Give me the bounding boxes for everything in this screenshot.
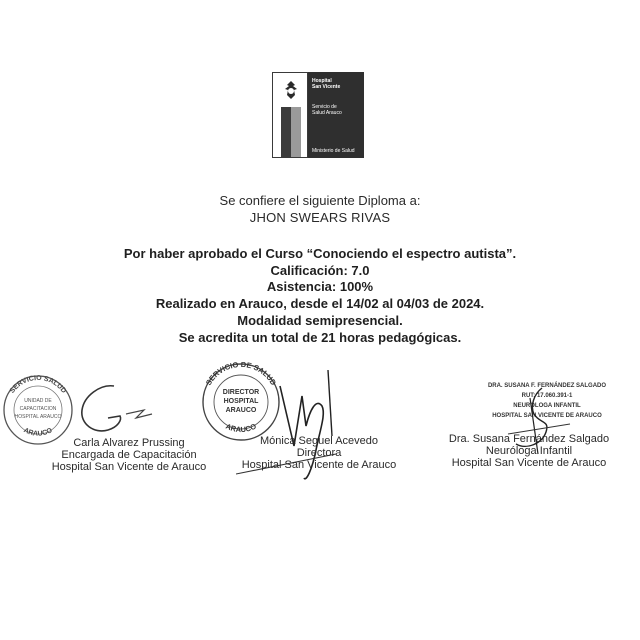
grade-line: Calificación: 7.0: [270, 263, 370, 278]
right-stamp-line-2: RUT: 17.060.391-1: [521, 393, 573, 399]
signatory-center: [214, 435, 424, 471]
modality-line: Modalidad semipresencial.: [237, 313, 403, 328]
hospital-logo: [272, 72, 364, 158]
center-stamp-center-3: ARAUCO: [225, 407, 257, 414]
signatory-right-name: Dra. Susana Fernández Salgado: [448, 433, 610, 445]
center-stamp-center-2: HOSPITAL: [223, 398, 259, 405]
left-stamp-ring-top: SERVICIO SALUD: [8, 374, 68, 395]
left-stamp-center-2: CAPACITACION: [19, 406, 57, 412]
chile-coat-of-arms-icon: [279, 79, 303, 103]
signatory-left: [24, 437, 234, 473]
left-stamp-center-1: UNIDAD DE: [24, 398, 52, 404]
signatory-center-org: Hospital San Vicente de Arauco: [241, 459, 397, 471]
signatory-center-name: Mónica Seguel Acevedo: [259, 435, 379, 447]
signatory-right-role: Neuróloga Infantil: [485, 445, 573, 457]
attendance-line: Asistencia: 100%: [266, 279, 374, 294]
signatory-right-org: Hospital San Vicente de Arauco: [451, 457, 607, 469]
logo-stripe-dark: [281, 107, 291, 157]
logo-text-san-vicente: San Vicente: [312, 84, 341, 90]
diploma-intro: Se confiere el siguiente Diploma a:: [219, 193, 421, 208]
logo-text-ministerio: Ministerio de Salud: [312, 148, 355, 154]
signatory-left-role: Encargada de Capacitación: [61, 449, 197, 461]
hours-line: Se acredita un total de 21 horas pedagógicas.: [178, 330, 462, 345]
logo-white-panel: [272, 72, 308, 158]
svg-text:SERVICIO SALUD: [9, 375, 67, 395]
logo-stripe-light: [291, 107, 301, 157]
left-stamp-center-3: HOSPITAL ARAUCO: [14, 414, 62, 420]
signatory-left-org: Hospital San Vicente de Arauco: [51, 461, 207, 473]
center-stamp-center-1: DIRECTOR: [222, 389, 260, 396]
logo-text-salud-arauco: Salud Arauco: [312, 110, 342, 116]
course-line: Por haber aprobado el Curso “Conociendo el espectro autista”.: [123, 246, 517, 261]
left-stamp-ring-bottom: ARAUCO: [22, 427, 54, 438]
signatory-left-name: Carla Alvarez Prussing: [73, 437, 185, 449]
left-stamp: [0, 368, 76, 448]
recipient-name: JHON SWEARS RIVAS: [249, 210, 391, 225]
right-stamp-line-1: DRA. SUSANA F. FERNÁNDEZ SALGADO: [487, 383, 607, 389]
left-signature: [70, 378, 170, 438]
logo-text-servicio: Servicio de: [312, 104, 337, 110]
signatory-right: [424, 433, 634, 469]
dates-line: Realizado en Arauco, desde el 14/02 al 04/03 de 2024.: [155, 296, 485, 311]
center-stamp-ring-bottom: ARAUCO: [224, 421, 258, 435]
logo-text-hospital: Hospital: [312, 78, 332, 84]
center-stamp-ring-top: SERVICIO DE SALUD: [203, 362, 279, 387]
right-stamp-line-3: NEUROLOGA INFANTIL: [513, 403, 581, 409]
right-stamp-line-4: HOSPITAL SAN VICENTE DE ARAUCO: [492, 413, 602, 419]
signatory-center-role: Directora: [296, 447, 342, 459]
